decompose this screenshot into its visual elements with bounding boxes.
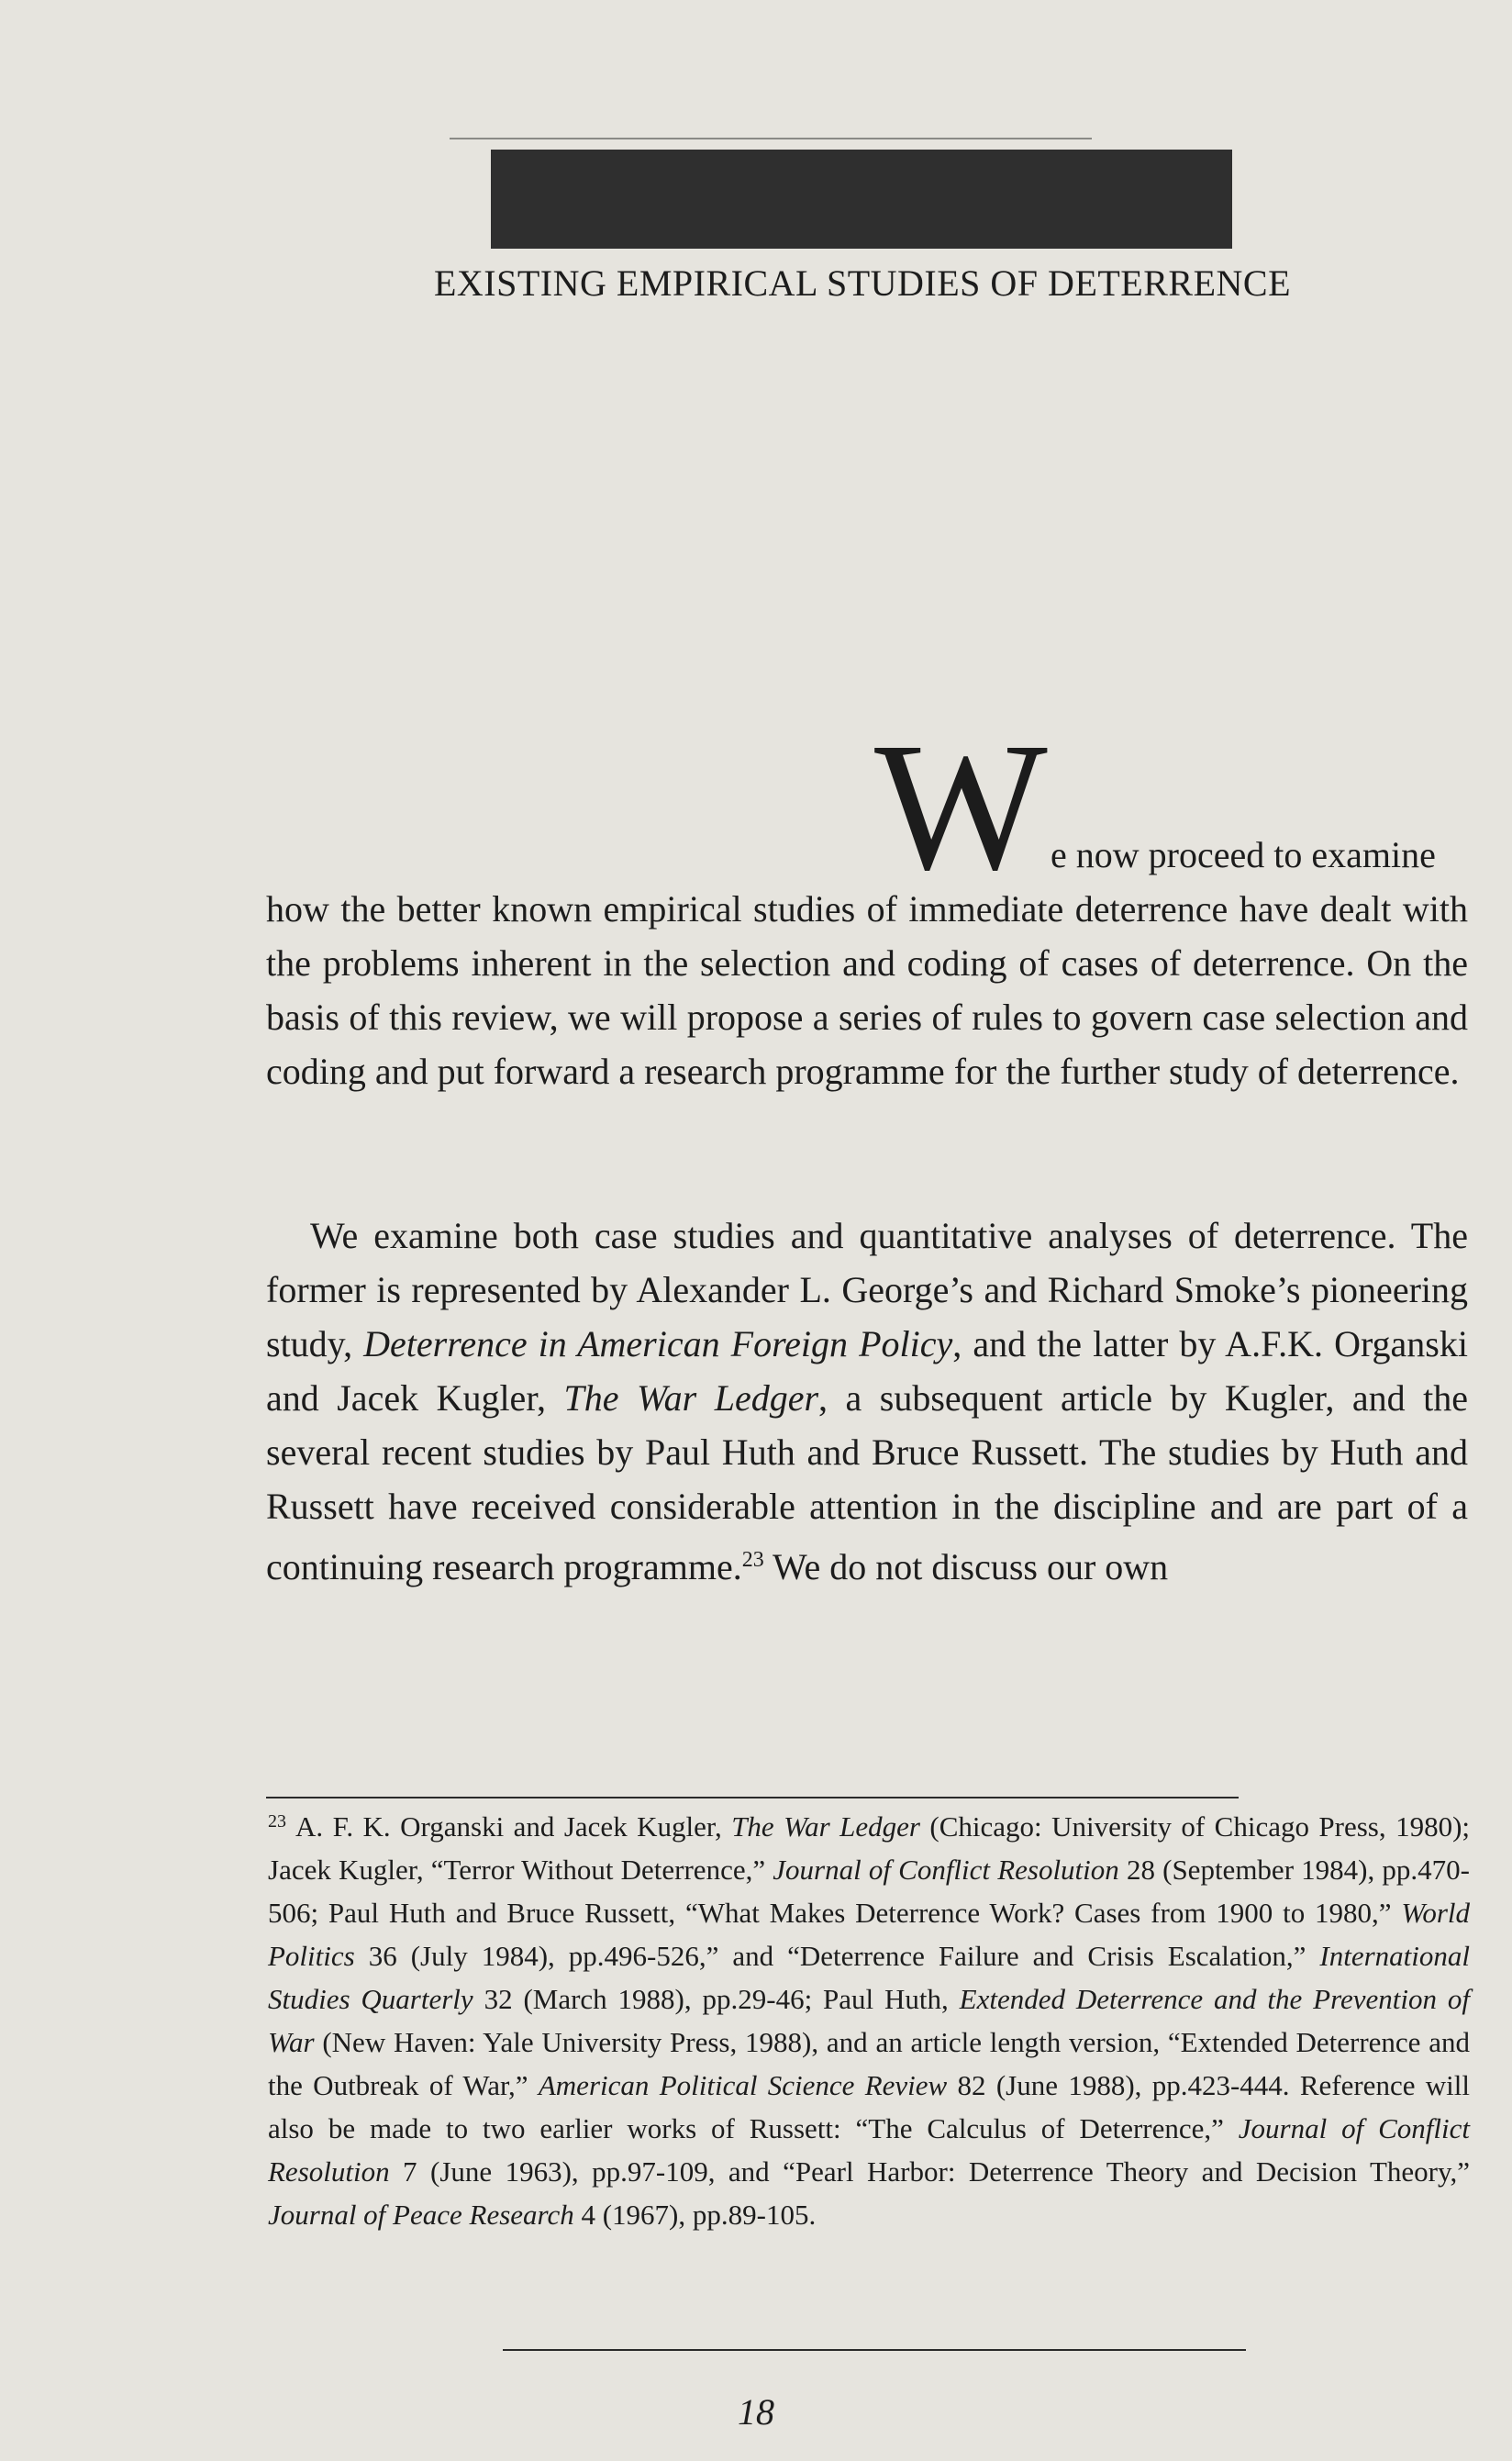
footnote-reference: 23 bbox=[741, 1548, 764, 1572]
book-title: Deterrence in American Foreign Policy bbox=[363, 1323, 953, 1364]
footnote-text: 4 (1967), pp.89-105. bbox=[573, 2199, 817, 2231]
chapter-header-bar bbox=[491, 150, 1232, 249]
paragraph-2-text: , and the latter by A.F.K. Organski and Jacek Kugler, bbox=[266, 1323, 1468, 1419]
book-title: The War Ledger bbox=[563, 1377, 819, 1419]
paragraph-1: how the better known empirical studies of immediate deterrence have dealt with the problems inherent in the selection and coding of cases of deterrence. On the basis of this review, we will propose a series of rules to govern case selection and coding and put forward a research programme for the further study of deterrence. bbox=[266, 888, 1468, 1092]
paragraph-2-text: We do not discuss our own bbox=[763, 1546, 1169, 1587]
footnote-text: 28 (September 1984), pp.470-506; Paul Huth and Bruce Russett, “What Makes Deterrence Work? Cases from 1900 to 1980,” bbox=[268, 1854, 1470, 1929]
chapter-title: EXISTING EMPIRICAL STUDIES OF DETERRENCE bbox=[433, 262, 1292, 304]
paragraph-2-text: We examine both case studies and quantitative analyses of deterrence. The former is represented by Alexander L. George’s and Richard Smoke’s pioneering study, bbox=[266, 1215, 1468, 1364]
footnote-title: American Political Science Review bbox=[538, 2069, 948, 2101]
drop-cap: W bbox=[874, 706, 1048, 908]
bottom-rule bbox=[503, 2349, 1246, 2351]
footnote-text: A. F. K. Organski and Jacek Kugler, bbox=[295, 1810, 732, 1843]
footnote-title: The War Ledger bbox=[731, 1810, 920, 1843]
footnote-text: (New Haven: Yale University Press, 1988), and an article length version, “Extended Deterrence and the Outbreak of War,” bbox=[268, 2026, 1470, 2101]
footnote-rule bbox=[266, 1797, 1239, 1798]
footnote-text: (Chicago: University of Chicago Press, 1980); Jacek Kugler, “Terror Without Deterrence,” bbox=[268, 1810, 1471, 1886]
footnote-title: International Studies Quarterly bbox=[268, 1940, 1470, 2015]
footnote-text: 82 (June 1988), pp.423-444. Reference will also be made to two earlier works of Russett: “The Calculus of Deterrence,” bbox=[268, 2069, 1470, 2144]
page-number: 18 bbox=[738, 2391, 774, 2433]
footnote-title: World Politics bbox=[268, 1897, 1470, 1972]
footnote-title: Extended Deterrence and the Prevention of War bbox=[268, 1983, 1470, 2058]
footnote bbox=[268, 1800, 1470, 2236]
footnote-text: 7 (June 1963), pp.97-109, and “Pearl Harbor: Deterrence Theory and Decision Theory,” bbox=[389, 2155, 1470, 2188]
paragraph-2 bbox=[266, 1208, 1468, 1594]
footnote-title: Journal of Conflict Resolution bbox=[268, 2112, 1470, 2188]
paragraph-1-first-line: e now proceed to examine bbox=[1051, 834, 1436, 875]
footnote-text: 36 (July 1984), pp.496-526,” and “Deterrence Failure and Crisis Escalation,” bbox=[354, 1940, 1320, 1972]
footnote-title: Journal of Conflict Resolution bbox=[773, 1854, 1119, 1886]
footnote-title: Journal of Peace Research bbox=[268, 2199, 574, 2231]
paragraph-2-text: , a subsequent article by Kugler, and the several recent studies by Paul Huth and Bruce Russett. The studies by Huth and Russett have received considerable attention in the discipline and are part of a continuing research programme. bbox=[266, 1377, 1468, 1587]
top-rule bbox=[450, 138, 1092, 139]
footnote-number: 23 bbox=[268, 1811, 286, 1832]
footnote-text: 32 (March 1988), pp.29-46; Paul Huth, bbox=[472, 1983, 960, 2015]
